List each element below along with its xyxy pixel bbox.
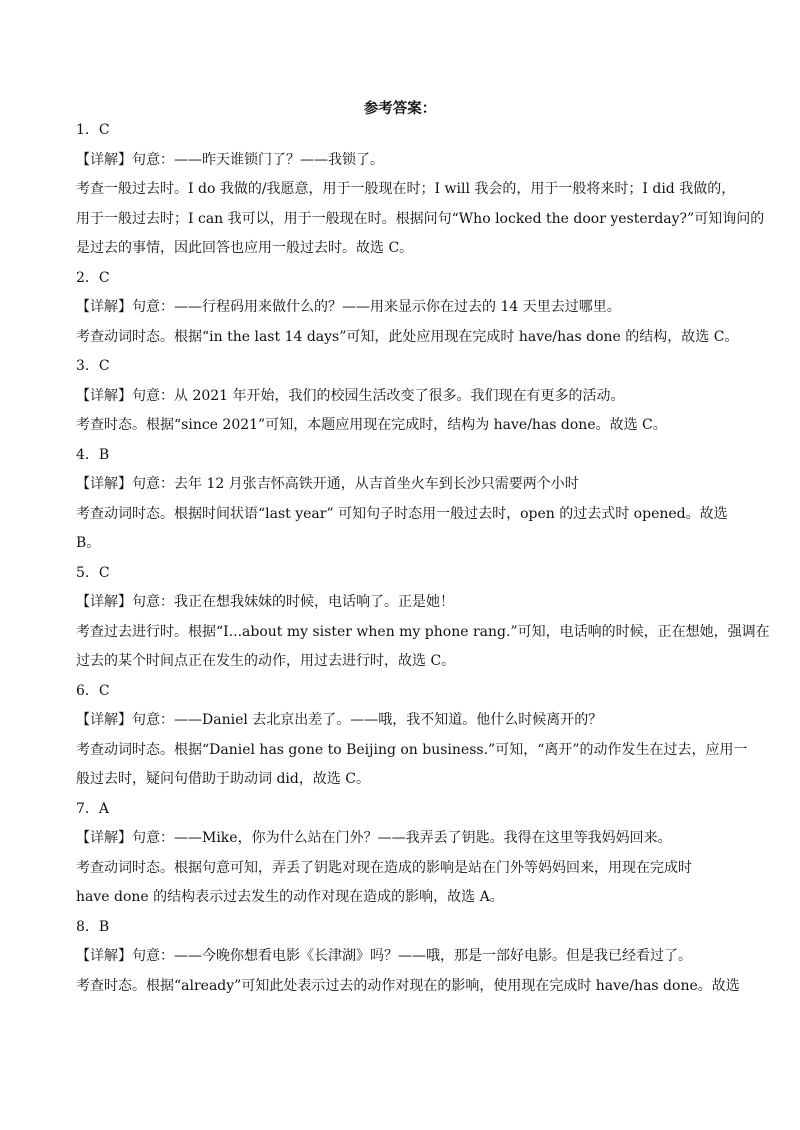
- explanation-line: 过去的某个时间点正在发生的动作，用过去进行时，故选 C。: [76, 653, 456, 669]
- answer-item-5: [76, 559, 770, 677]
- explanation-line: 考查动词时态。根据“Daniel has gone to Beijing on business.”可知，“离开”的动作发生在过去，应用一: [76, 741, 748, 758]
- answer-option: C: [98, 122, 110, 138]
- answer-number: 5．C: [76, 564, 110, 581]
- answer-item-1: [76, 116, 765, 264]
- answer-option: C: [98, 358, 110, 374]
- explanation-line: 考查时态。根据“already”可知此处表示过去的动作对现在的影响，使用现在完成时 have/has done。故选: [76, 977, 740, 994]
- page-title: 参考答案：: [363, 100, 437, 117]
- answer-number: 2．C: [76, 269, 110, 286]
- answer-number: 8．B: [76, 918, 110, 935]
- explanation-line: 考查动词时态。根据“in the last 14 days”可知，此处应用现在完成时 have/has done 的结构，故选 C。: [76, 328, 739, 345]
- explanation-line: 般过去时，疑问句借助于助动词 did，故选 C。: [76, 771, 371, 787]
- explanation-line: have done 的结构表示过去发生的动作对现在造成的影响，故选 A。: [76, 889, 504, 905]
- explanation-line: 用于一般过去时；I can 我可以，用于一般现在时。根据问句“Who locked the door yesterday?”可知询问的: [76, 210, 765, 227]
- question-number: 4: [76, 446, 85, 463]
- answer-item-8: [76, 913, 740, 1002]
- answer-detail: 【详解】句意：——昨天谁锁门了？——我锁了。: [76, 151, 384, 168]
- answer-item-2: [76, 264, 739, 353]
- question-number: 1: [76, 122, 85, 138]
- answer-option: B: [98, 446, 110, 463]
- explanation-line: 考查动词时态。根据时间状语“last year” 可知句子时态用一般过去时，open 的过去式时 opened。故选: [76, 505, 728, 522]
- answer-list: [76, 116, 770, 1001]
- answer-detail: 【详解】句意：从 2021 年开始，我们的校园生活改变了很多。我们现在有更多的活动。: [76, 387, 625, 404]
- answer-number: 6．C: [76, 682, 110, 699]
- explanation-line: 考查时态。根据“since 2021”可知，本题应用现在完成时，结构为 have/has done。故选 C。: [76, 417, 667, 433]
- answer-detail: 【详解】句意：——Daniel 去北京出差了。——哦，我不知道。他什么时候离开的？: [76, 712, 603, 728]
- answer-detail: 【详解】句意：——行程码用来做什么的？——用来显示你在过去的 14 天里去过哪里。: [76, 299, 621, 315]
- answer-option: B: [98, 918, 110, 935]
- answer-option: A: [98, 800, 110, 817]
- question-number: 7: [76, 800, 85, 817]
- question-number: 2: [76, 269, 85, 286]
- answer-item-4: [76, 441, 728, 559]
- answer-detail: 【详解】句意：——今晚你想看电影《长津湖》吗？——哦，那是一部好电影。但是我已经看过了。: [76, 948, 692, 964]
- answer-item-3: [76, 352, 724, 441]
- answer-detail: 【详解】句意：去年 12 月张吉怀高铁开通，从吉首坐火车到长沙只需要两个小时: [76, 476, 579, 492]
- answer-number: 7．A: [76, 800, 110, 817]
- question-number: 8: [76, 918, 85, 935]
- answer-item-7: [76, 795, 724, 913]
- answer-option: C: [98, 269, 110, 286]
- answer-option: C: [98, 682, 110, 699]
- question-number: 3: [76, 358, 85, 374]
- question-number: 5: [76, 564, 85, 581]
- explanation-line: 考查动词时态。根据句意可知，弄丢了钥匙对现在造成的影响是站在门外等妈妈回来，用现在完成时: [76, 859, 692, 876]
- answer-detail: 【详解】句意：我正在想我妹妹的时候，电话响了。正是她！: [76, 594, 454, 610]
- explanation-line: 考查过去进行时。根据“I...about my sister when my phone rang.”可知，电话响的时候，正在想她，强调在: [76, 623, 770, 640]
- explanation-line: 是过去的事情，因此回答也应用一般过去时。故选 C。: [76, 240, 414, 256]
- answer-detail: 【详解】句意：——Mike，你为什么站在门外？——我弄丢了钥匙。我得在这里等我妈妈回来。: [76, 830, 672, 846]
- answer-option: C: [98, 564, 110, 581]
- explanation-line: B。: [76, 535, 101, 551]
- answer-item-6: [76, 677, 748, 795]
- question-number: 6: [76, 682, 85, 699]
- explanation-line: 考查一般过去时。I do 我做的/我愿意，用于一般现在时；I will 我会的，用于一般将来时；I did 我做的，: [76, 181, 736, 197]
- answer-number: 1．C: [76, 122, 110, 138]
- answer-number: 3．C: [76, 358, 110, 374]
- answer-number: 4．B: [76, 446, 110, 463]
